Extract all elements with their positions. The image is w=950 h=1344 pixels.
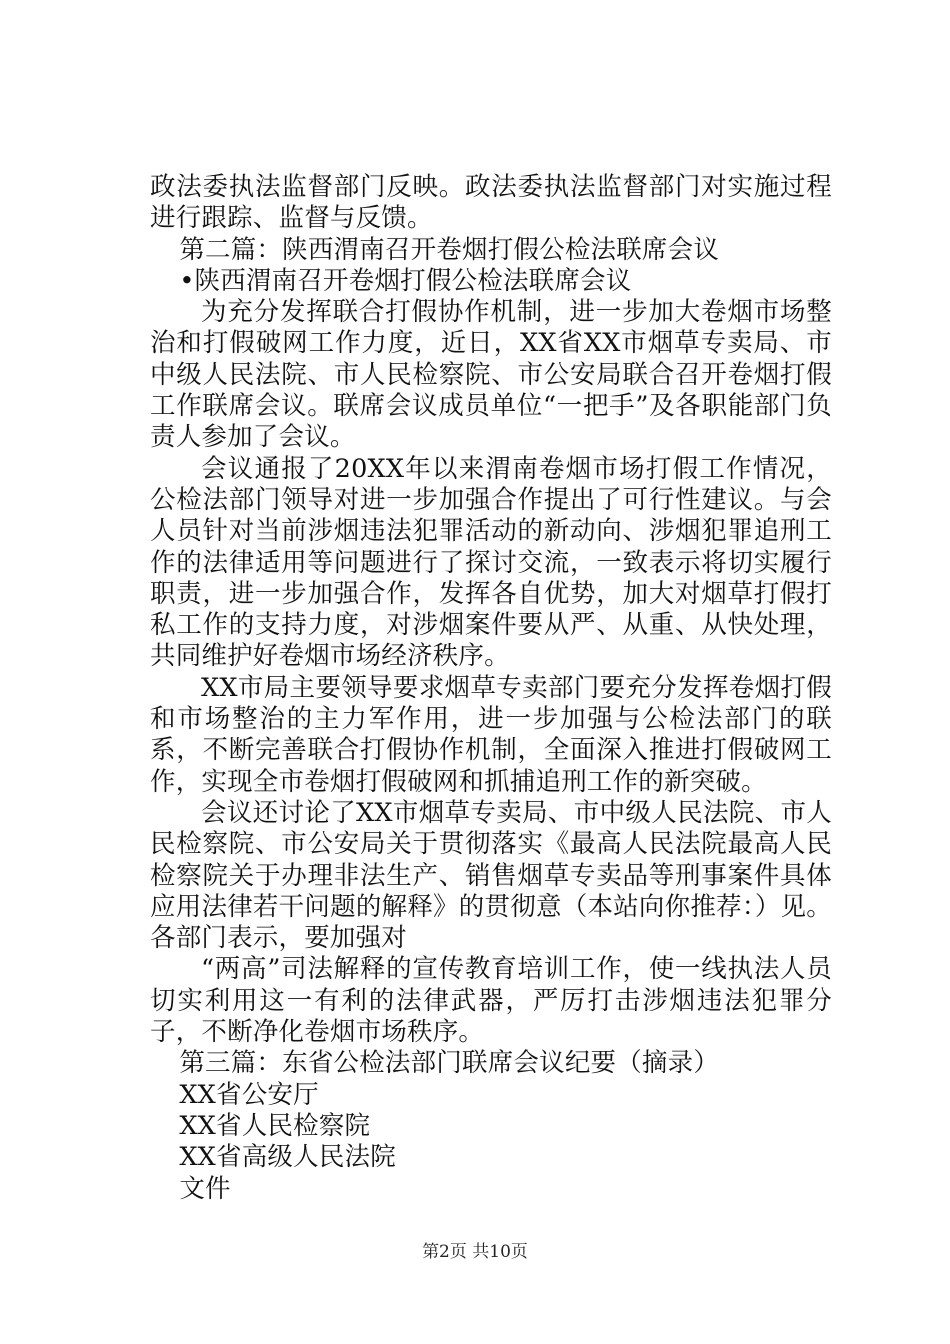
section-heading-3: 第三篇：东省公检法部门联席会议纪要（摘录）: [179, 1048, 720, 1079]
paragraph-intro: 为充分发挥联合打假协作机制，进一步加大卷烟市场整治和打假破网工作力度，近日，XX省XX市烟草专卖局、市中级人民法院、市人民检察院、市公安局联合召开卷烟打假工作联席会议。联席会议成员单位“一把手”及各职能部门负责人参加了会议。: [150, 297, 832, 453]
article-title: •陕西渭南召开卷烟打假公检法联席会议: [179, 265, 632, 296]
paragraph-discussion: 会议还讨论了XX市烟草专卖局、市中级人民法院、市人民检察院、市公安局关于贯彻落实《最高人民法院最高人民检察院关于办理非法生产、销售烟草专卖品等刑事案件具体应用法律若干问题的解释》的贯彻意（本站向你推荐：）见。各部门表示，要加强对: [150, 797, 832, 954]
document-label: 文件: [179, 1173, 231, 1204]
paragraph-meeting-report: 会议通报了20XX年以来渭南卷烟市场打假工作情况，公检法部门领导对进一步加强合作提出了可行性建议。与会人员针对当前涉烟违法犯罪活动的新动向、涉烟犯罪追刑工作的法律适用等问题进行了探讨交流，一致表示将切实履行职责，进一步加强合作，发挥各自优势，加大对烟草打假打私工作的支持力度，对涉烟案件要从严、从重、从快处理，共同维护好卷烟市场经济秩序。: [150, 453, 832, 672]
paragraph-continuation: 政法委执法监督部门反映。政法委执法监督部门对实施过程进行跟踪、监督与反馈。: [150, 172, 832, 234]
issuer-procuratorate: XX省人民检察院: [179, 1110, 371, 1141]
page-number: 第2页 共10页: [422, 1242, 528, 1262]
section-heading-2: 第二篇：陕西渭南召开卷烟打假公检法联席会议: [179, 234, 720, 265]
issuer-high-court: XX省高级人民法院: [179, 1142, 396, 1173]
paragraph-leadership: XX市局主要领导要求烟草专卖部门要充分发挥卷烟打假和市场整治的主力军作用，进一步加强与公检法部门的联系，不断完善联合打假协作机制，全面深入推进打假破网工作，实现全市卷烟打假破网和抓捕追刑工作的新突破。: [150, 672, 832, 797]
paragraph-training: “两高”司法解释的宣传教育培训工作，使一线执法人员切实利用这一有利的法律武器，严厉打击涉烟违法犯罪分子，不断净化卷烟市场秩序。: [150, 954, 832, 1048]
document-body: [150, 172, 832, 1205]
issuer-public-security: XX省公安厅: [179, 1079, 319, 1110]
